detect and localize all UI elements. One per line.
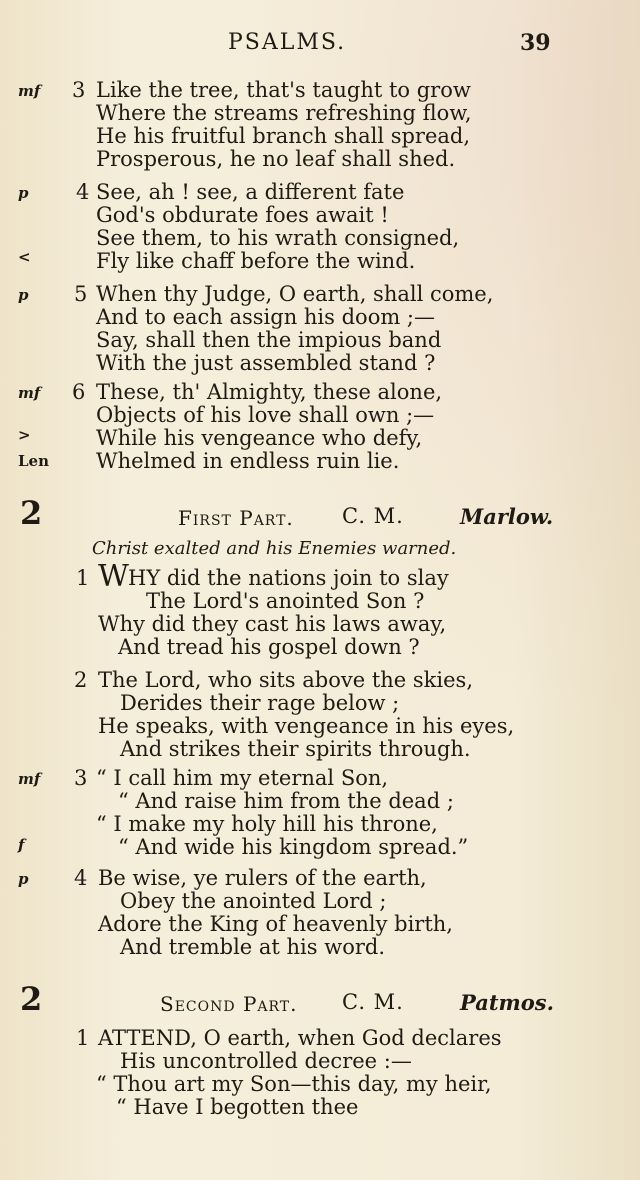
tune-name: Patmos. bbox=[460, 990, 554, 1015]
verse-line: And to each assign his doom ;— bbox=[96, 305, 435, 329]
verse-line: Adore the King of heavenly birth, bbox=[98, 912, 453, 936]
verse-line: He speaks, with vengeance in his eyes, bbox=[98, 714, 515, 738]
verse-line: The Lord's anointed Son ? bbox=[146, 589, 425, 613]
verse-line: Fly like chaff before the wind. bbox=[96, 249, 416, 273]
verse-line: See, ah ! see, a different fate bbox=[96, 180, 405, 204]
verse-number: 3 bbox=[74, 766, 88, 790]
verse-line: The Lord, who sits above the skies, bbox=[98, 668, 473, 692]
verse-number: 4 bbox=[76, 180, 90, 204]
verse-line: ATTEND, O earth, when God declares bbox=[98, 1026, 502, 1050]
drop-cap: W bbox=[98, 559, 129, 594]
verse-line: He his fruitful branch shall spread, bbox=[96, 124, 471, 148]
verse-number: 4 bbox=[74, 866, 88, 890]
verse-line: Derides their rage below ; bbox=[120, 691, 400, 715]
dynamic-mark: mf bbox=[18, 82, 41, 100]
verse-number: 5 bbox=[74, 282, 88, 306]
tune-name: Marlow. bbox=[460, 504, 554, 529]
verse-line: And tremble at his word. bbox=[120, 935, 385, 959]
psalm-number: 2 bbox=[20, 494, 43, 532]
dynamic-mark: mf bbox=[18, 770, 41, 788]
verse-line: “ I call him my eternal Son, bbox=[96, 766, 389, 790]
verse-line: “ And raise him from the dead ; bbox=[118, 789, 454, 813]
verse-line: And tread his gospel down ? bbox=[118, 635, 420, 659]
verse-line: While his vengeance who defy, bbox=[96, 426, 423, 450]
dynamic-mark: p bbox=[18, 870, 29, 888]
dynamic-mark: p bbox=[18, 286, 29, 304]
meter: C. M. bbox=[342, 990, 404, 1014]
verse-line: See them, to his wrath consigned, bbox=[96, 226, 460, 250]
verse-line: “ Thou art my Son—this day, my heir, bbox=[96, 1072, 492, 1096]
verse-number: 6 bbox=[72, 380, 86, 404]
psalm-number: 2 bbox=[20, 980, 43, 1018]
verse-line: Be wise, ye rulers of the earth, bbox=[98, 866, 427, 890]
verse-line: These, th' Almighty, these alone, bbox=[96, 380, 443, 404]
verse-line: “ Have I begotten thee bbox=[116, 1095, 359, 1119]
part-title: First Part. bbox=[178, 506, 294, 530]
verse-line: Say, shall then the impious band bbox=[96, 328, 442, 352]
verse-line: HY did the nations join to slay bbox=[128, 566, 449, 590]
verse-line: Obey the anointed Lord ; bbox=[120, 889, 387, 913]
verse-line: Why did they cast his laws away, bbox=[98, 612, 447, 636]
part-title: Second Part. bbox=[160, 992, 298, 1016]
forte-mark: f bbox=[18, 836, 25, 854]
running-head: PSALMS. bbox=[228, 30, 347, 55]
verse-number: 2 bbox=[74, 668, 88, 692]
verse-number: 1 bbox=[76, 566, 90, 590]
verse-line: “ And wide his kingdom spread.” bbox=[118, 835, 469, 859]
verse-line: With the just assembled stand ? bbox=[96, 351, 436, 375]
page-number: 39 bbox=[520, 30, 551, 56]
meter: C. M. bbox=[342, 504, 404, 528]
verse-line: Whelmed in endless ruin lie. bbox=[96, 449, 400, 473]
verse-line: Prosperous, he no leaf shall shed. bbox=[96, 147, 456, 171]
verse-line: Like the tree, that's taught to grow bbox=[96, 78, 471, 102]
verse-number: 3 bbox=[72, 78, 86, 102]
lento-mark: Len bbox=[18, 452, 49, 470]
verse-line: God's obdurate foes await ! bbox=[96, 203, 389, 227]
verse-line: Objects of his love shall own ;— bbox=[96, 403, 435, 427]
dynamic-mark: p bbox=[18, 184, 29, 202]
verse-line: His uncontrolled decree :— bbox=[120, 1049, 412, 1073]
verse-number: 1 bbox=[76, 1026, 90, 1050]
verse-line: Where the streams refreshing flow, bbox=[96, 101, 472, 125]
crescendo-mark: < bbox=[18, 248, 31, 266]
verse-line: “ I make my holy hill his throne, bbox=[96, 812, 438, 836]
decrescendo-mark: > bbox=[18, 426, 31, 444]
verse-line: When thy Judge, O earth, shall come, bbox=[96, 282, 494, 306]
verse-line: And strikes their spirits through. bbox=[120, 737, 471, 761]
hymn-subtitle: Christ exalted and his Enemies warned. bbox=[92, 538, 457, 559]
dynamic-mark: mf bbox=[18, 384, 41, 402]
